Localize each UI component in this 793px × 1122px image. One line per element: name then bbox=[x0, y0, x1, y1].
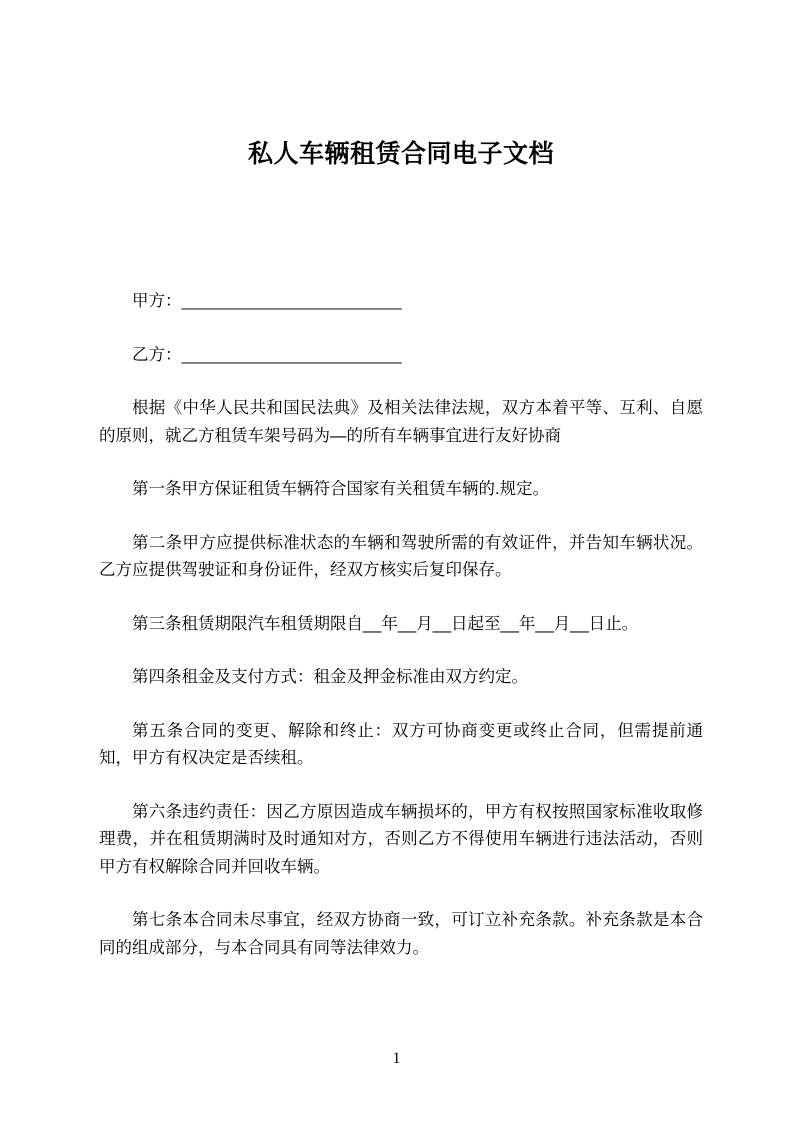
party-b-blank: ________________________ bbox=[181, 345, 402, 364]
clause-4: 第四条租金及支付方式：租金及押金标准由双方约定。 bbox=[132, 668, 528, 686]
document-title: 私人车辆租赁合同电子文档 bbox=[247, 140, 554, 168]
clause-7: 第七条本合同未尽事宜，经双方协商一致，可订立补充条款。补充条款是本合同的组成部分，与本合同具有同等法律效力。 bbox=[99, 911, 703, 957]
party-b-label: 乙方： bbox=[132, 345, 182, 364]
page-number: 1 bbox=[392, 1050, 401, 1067]
clause-1: 第一条甲方保证租赁车辆符合国家有关租赁车辆的.规定。 bbox=[132, 480, 550, 498]
party-a-blank: ________________________ bbox=[181, 292, 402, 310]
paragraph-preamble: 根据《中华人民共和国民法典》及相关法律法规，双方本着平等、互利、自愿的原则，就乙方租赁车架号码为—的所有车辆事宜进行友好协商 bbox=[99, 399, 703, 445]
document-content bbox=[99, 0, 703, 962]
clause-5: 第五条合同的变更、解除和终止：双方可协商变更或终止合同，但需提前通知，甲方有权决定是否续租。 bbox=[99, 721, 703, 767]
clause-6: 第六条违约责任：因乙方原因造成车辆损坏的，甲方有权按照国家标准收取修理费，并在租赁期满时及时通知对方，否则乙方不得使用车辆进行违法活动，否则甲方有权解除合同并回收车辆。 bbox=[99, 802, 703, 876]
clause-2: 第二条甲方应提供标准状态的车辆和驾驶所需的有效证件，并告知车辆状况。乙方应提供驾驶证和身份证件，经双方核实后复印保存。 bbox=[99, 533, 703, 579]
clause-3: 第三条租赁期限汽车租赁期限自__年__月__日起至__年__月__日止。 bbox=[132, 614, 639, 633]
party-a-line bbox=[99, 288, 703, 316]
party-b-line bbox=[99, 342, 703, 370]
party-a-label: 甲方： bbox=[132, 292, 182, 310]
